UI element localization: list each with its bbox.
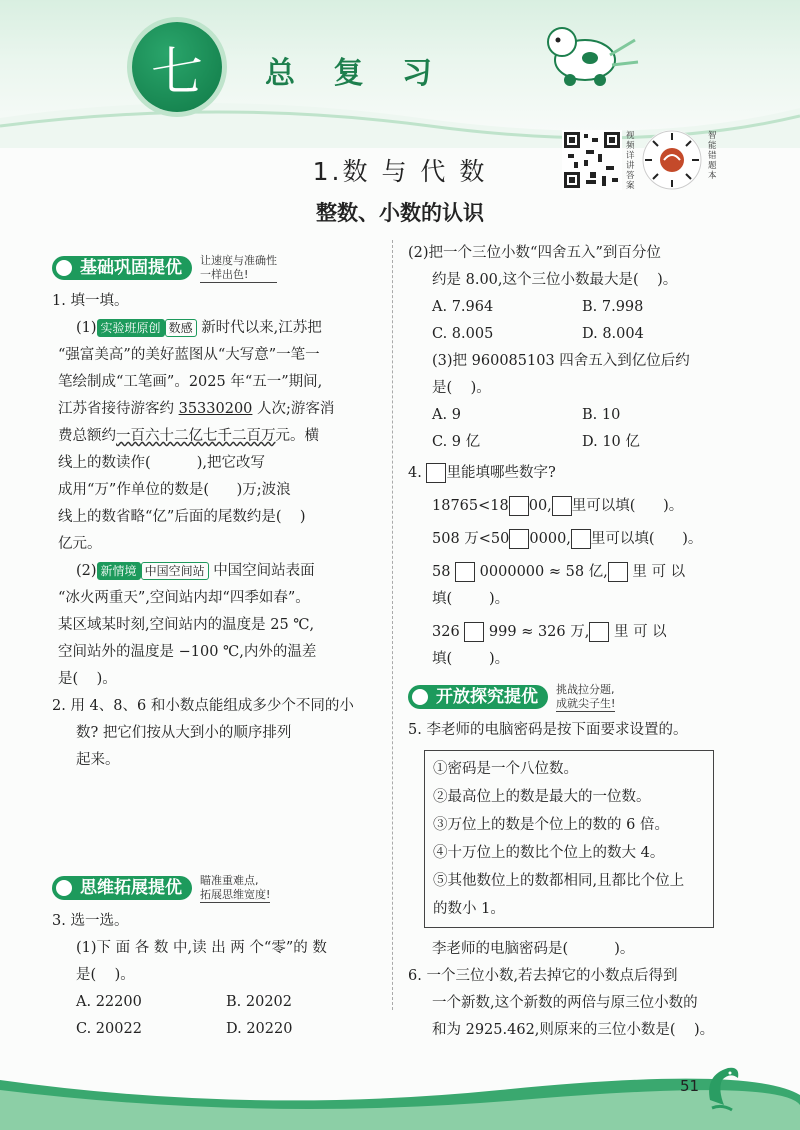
section-tag-thinking [52, 873, 271, 901]
column-divider [392, 240, 393, 1010]
blank-box[interactable] [509, 496, 529, 516]
section-tag-note: 让速度与准确性 一样出色! [200, 253, 277, 281]
text-line: 线上的数读作( ),把它改写 [58, 455, 266, 471]
rule-item: ④十万位上的数比个位上的数大 4。 [433, 845, 665, 861]
option-d: D. 10 亿 [582, 434, 640, 450]
question-3-3-options [408, 402, 728, 456]
text-line: “冰火两重天”,空间站内却“四季如春”。 [58, 590, 310, 606]
text-line: 一个新数,这个新数的两倍与原三位小数的 [432, 995, 698, 1011]
target-icon [54, 258, 74, 278]
mascot-dog-icon [540, 10, 640, 100]
text-line: 江苏省接待游客约 35330200 人次;游客消 [58, 401, 335, 417]
option-c: C. 20022 [76, 1021, 142, 1037]
question-1-head: 1. 填一填。 [52, 293, 129, 309]
question-3-1-options [52, 989, 384, 1043]
text-line: 起来。 [76, 752, 120, 768]
question-3-2-options [408, 294, 728, 348]
text-line: 成用“万”作单位的数是( )万;波浪 [58, 482, 291, 498]
blank-box [552, 496, 572, 516]
dolphin-icon [700, 1060, 745, 1115]
left-column [52, 252, 384, 1043]
text-line: 某区域某时刻,空间站内的温度是 25 ℃, [58, 617, 315, 633]
blank-box[interactable] [509, 529, 529, 549]
text-line: 填( )。 [432, 651, 510, 667]
rule-item: ②最高位上的数是最大的一位数。 [433, 789, 651, 805]
text-line: 是( )。 [58, 671, 117, 687]
page-number: 51 [680, 1077, 700, 1095]
section-title: 1.数 与 代 数 [312, 157, 488, 186]
badge-original: 实验班原创 [97, 319, 165, 337]
blank-box[interactable] [464, 622, 484, 642]
option-d: D. 8.004 [582, 326, 644, 342]
question-1-part-2: (2) 新情境 中国空间站 中国空间站表面 [76, 563, 315, 579]
section-tag-label: 基础巩固提优 [52, 256, 192, 280]
section-tag-basic [52, 253, 277, 281]
question-4-row-3: 58 0000000 ≈ 58 亿, 里 可 以 [432, 564, 686, 580]
question-2: 2. 用 4、8、6 和小数点能组成多少个不同的小 [52, 698, 354, 714]
question-6: 6. 一个三位小数,若去掉它的小数点后得到 [408, 968, 678, 984]
badge-new-context: 新情境 [97, 562, 141, 580]
question-4-row-4: 326 999 ≈ 326 万, 里 可 以 [432, 624, 667, 640]
footer-wave-decoration [0, 1060, 800, 1130]
ufo-icon [54, 878, 74, 898]
question-3-head: 3. 选一选。 [52, 913, 129, 929]
text-line: 填( )。 [432, 591, 510, 607]
text-line: “强富美高”的美好蓝图从“大写意”一笔一 [58, 347, 320, 363]
section-tag-label: 思维拓展提优 [52, 876, 192, 900]
blank-box [571, 529, 591, 549]
text-line: 费总额约一百六十二亿七千二百万元。横 [58, 428, 319, 444]
qr-caption-mistakes: 智能错题本 [708, 131, 717, 181]
text-line: 是( )。 [432, 380, 491, 396]
question-4-head: 4. 里能填哪些数字? [408, 465, 556, 481]
section-tag-note: 瞄准重难点, 拓展思维宽度! [200, 873, 271, 901]
text-line: 数? 把它们按从大到小的顺序排列 [76, 725, 292, 741]
question-5-answer: 李老师的电脑密码是( )。 [432, 941, 635, 957]
section-tag-note: 挑战拉分题, 成就尖子生! [556, 682, 616, 710]
right-column [408, 240, 728, 1044]
text-line: 和为 2925.462,则原来的三位小数是( )。 [432, 1022, 715, 1038]
blank-box [589, 622, 609, 642]
blank-box [608, 562, 628, 582]
subsection-title: 整数、小数的认识 [316, 201, 484, 225]
badge-space-station: 中国空间站 [141, 562, 209, 580]
text-line: 约是 8.00,这个三位小数最大是( )。 [432, 272, 678, 288]
blank-box[interactable] [455, 562, 475, 582]
option-a: A. 22200 [76, 994, 142, 1010]
rule-item: 的数小 1。 [433, 901, 505, 917]
text-line: 是( )。 [76, 967, 135, 983]
section-tag-explore [408, 682, 616, 710]
section-tag-label: 开放探究提优 [408, 685, 548, 709]
question-4-row-2: 508 万<50 0000, 里可以填( )。 [432, 531, 703, 547]
question-4-row-1: 18765<18 00, 里可以填( )。 [432, 498, 684, 514]
option-b: B. 7.998 [582, 299, 644, 315]
chapter-number-badge: 七 [132, 22, 222, 112]
text-line: (1)下 面 各 数 中,读 出 两 个“零”的 数 [76, 940, 327, 956]
rule-item: ⑤其他数位上的数都相同,且都比个位上 [433, 873, 685, 889]
password-rules-box [424, 750, 714, 928]
question-5-head: 5. 李老师的电脑密码是按下面要求设置的。 [408, 722, 688, 738]
text-line: (2)把一个三位小数“四舍五入”到百分位 [408, 245, 661, 261]
option-b: B. 10 [582, 407, 621, 423]
option-b: B. 20202 [226, 994, 293, 1010]
rule-item: ③万位上的数是个位上的数的 6 倍。 [433, 817, 669, 833]
option-d: D. 20220 [226, 1021, 293, 1037]
option-a: A. 9 [432, 407, 461, 423]
rule-item: ①密码是一个八位数。 [433, 761, 578, 777]
option-c: C. 8.005 [432, 326, 494, 342]
text-line: 亿元。 [58, 536, 102, 552]
qr-caption-video: 视频详讲答案 [626, 131, 635, 191]
chapter-title: 总 复 习 [265, 56, 446, 91]
option-a: A. 7.964 [432, 299, 494, 315]
question-1-part-1: (1) 实验班原创 数感 新时代以来,江苏把 [76, 320, 322, 336]
text-line: (3)把 960085103 四舍五入到亿位后约 [432, 353, 690, 369]
text-line: 线上的数省略“亿”后面的尾数约是( ) [58, 509, 306, 525]
badge-number-sense: 数感 [165, 319, 197, 337]
text-line: 笔绘制成“工笔画”。2025 年“五一”期间, [58, 374, 323, 390]
text-line: 空间站外的温度是 −100 ℃,内外的温差 [58, 644, 317, 660]
satellite-icon [410, 687, 430, 707]
option-c: C. 9 亿 [432, 434, 481, 450]
blank-box [426, 463, 446, 483]
